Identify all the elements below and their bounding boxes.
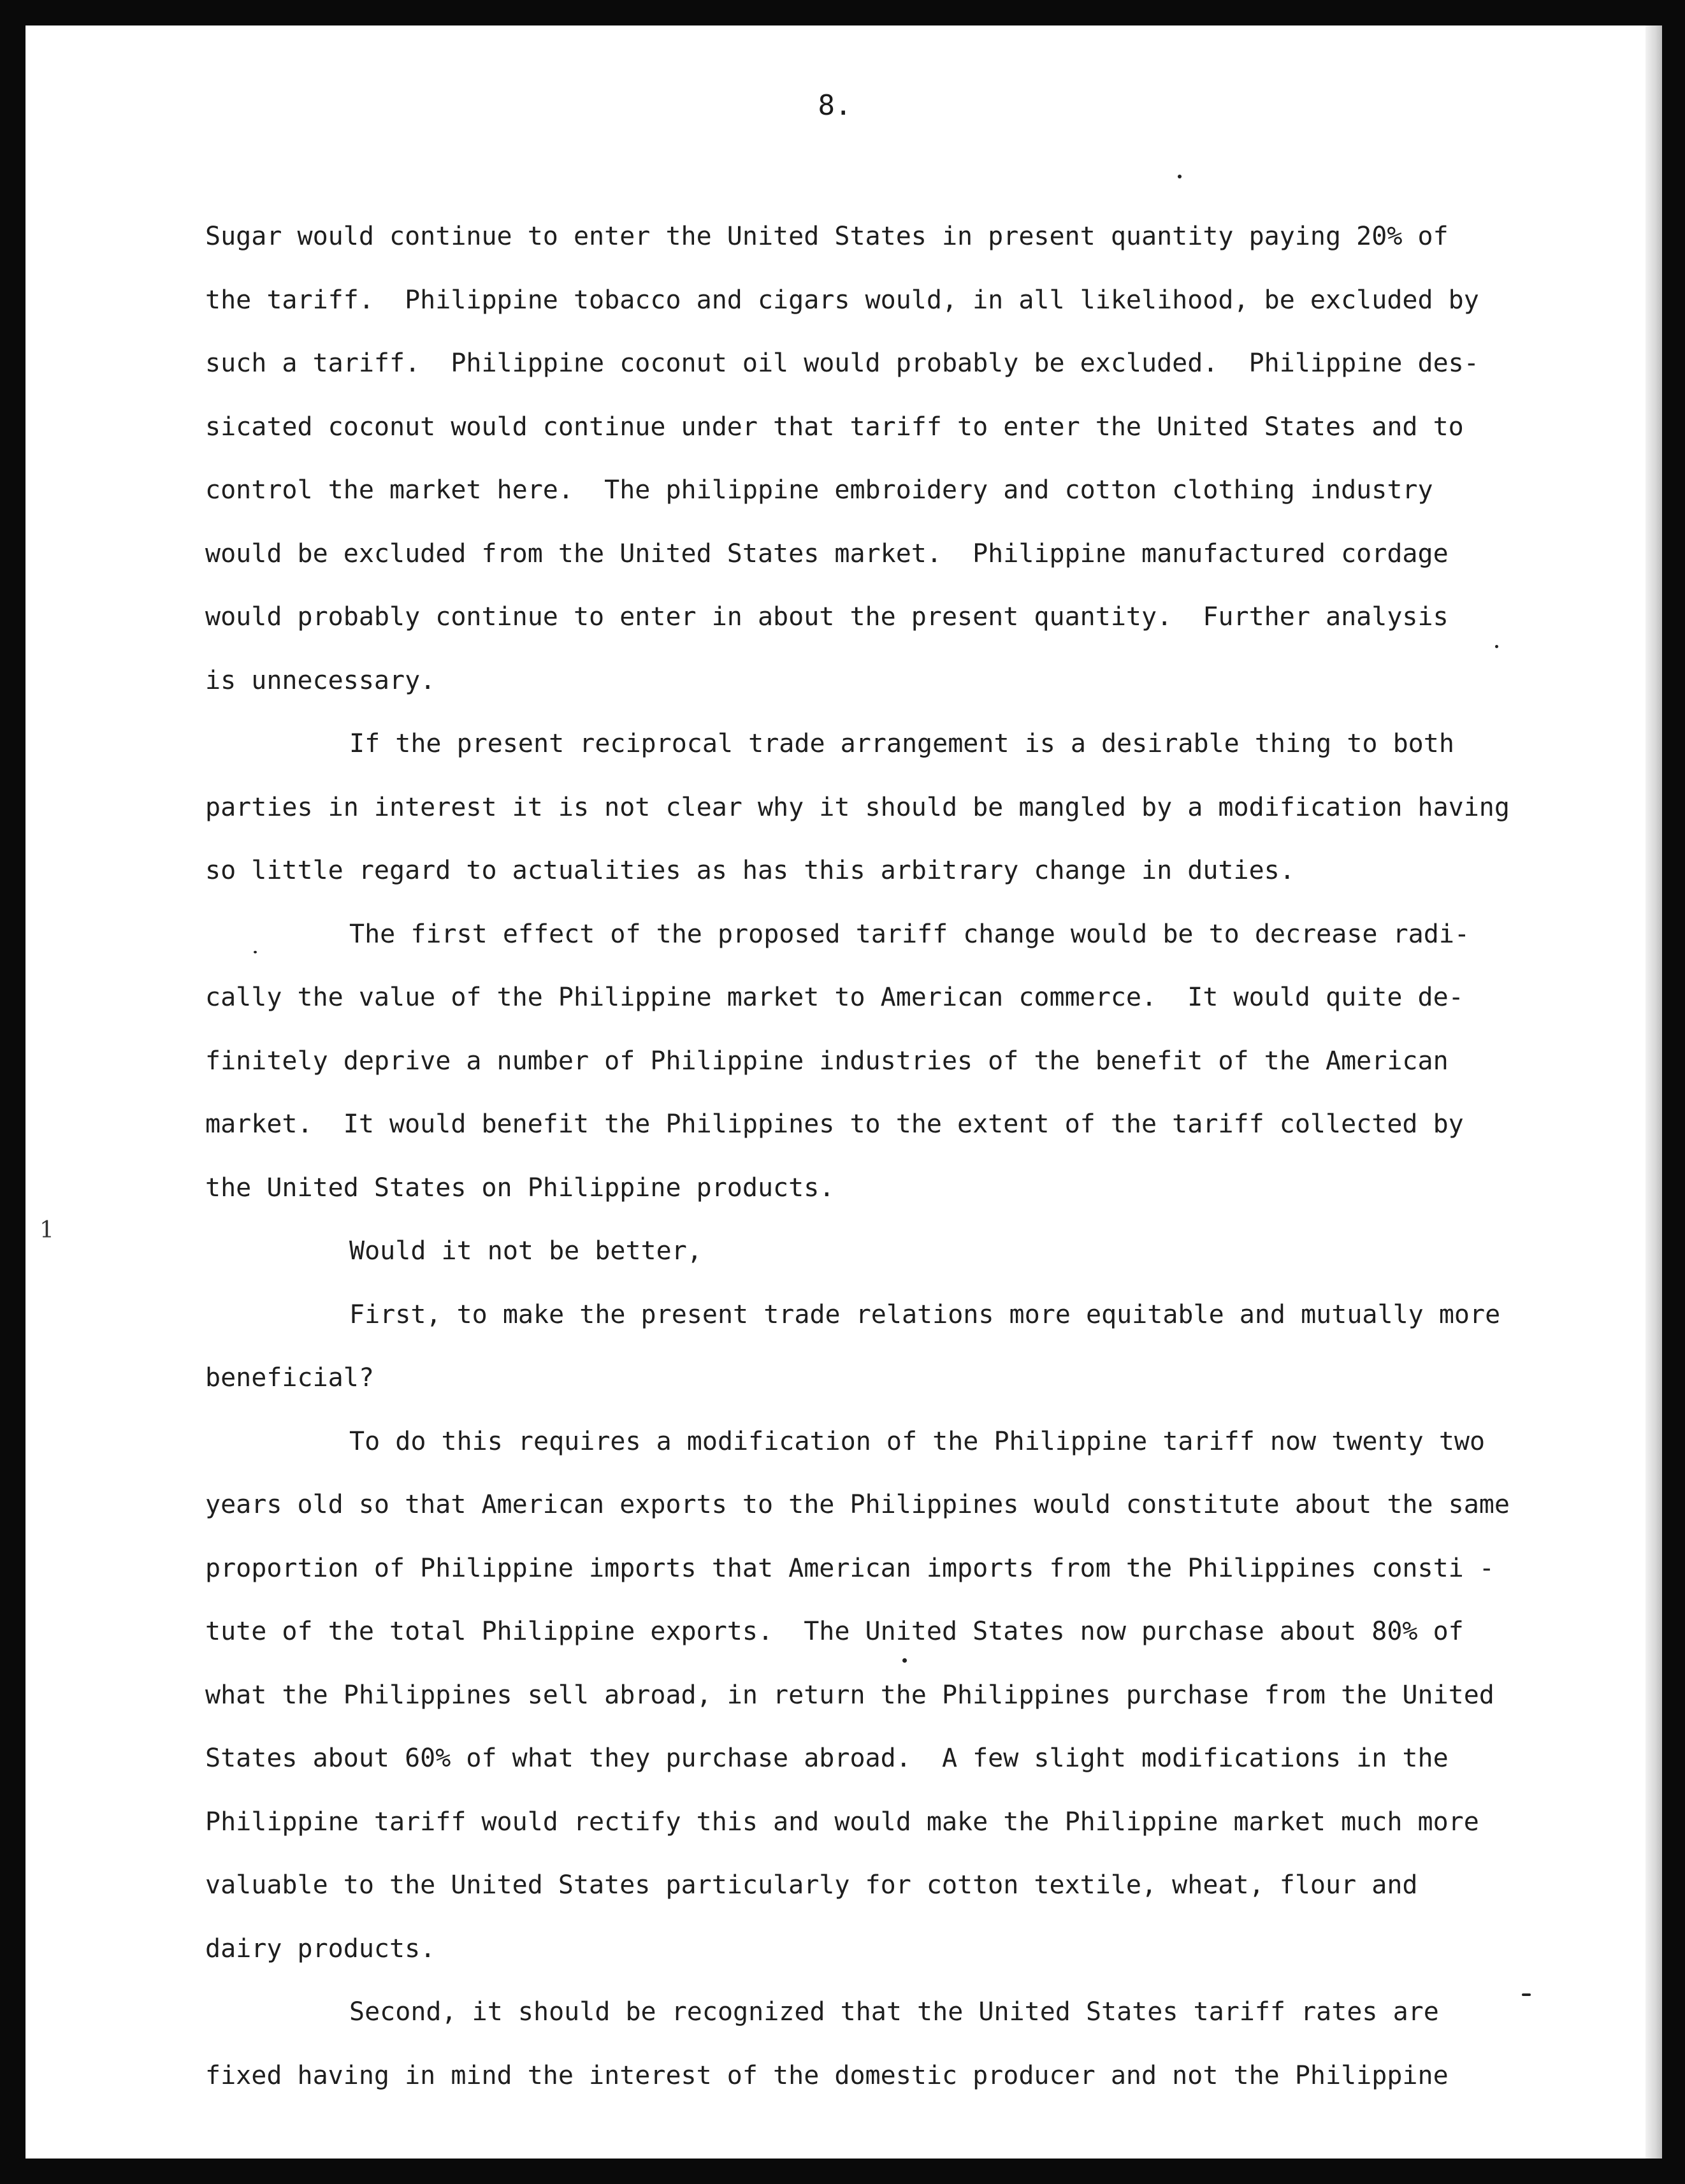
text-line: so little regard to actualities as has this arbitrary change in duties. xyxy=(205,856,1295,885)
text-line: is unnecessary. xyxy=(205,665,436,695)
text-line: what the Philippines sell abroad, in return the Philippines purchase from the United xyxy=(205,1680,1494,1710)
text-line: valuable to the United States particularly for cotton textile, wheat, flour and xyxy=(205,1870,1418,1900)
text-line: would be excluded from the United States market. Philippine manufactured cordage xyxy=(205,539,1449,568)
text-line: parties in interest it is not clear why it should be mangled by a modification having xyxy=(205,792,1510,822)
text-line: dairy products. xyxy=(205,1934,436,1963)
page-edge-shadow xyxy=(1645,25,1662,2159)
text-line: the United States on Philippine products. xyxy=(205,1173,835,1203)
text-line: sicated coconut would continue under that tariff to enter the United States and to xyxy=(205,412,1464,442)
text-line: market. It would benefit the Philippines to the extent of the tariff collected by xyxy=(205,1110,1464,1139)
text-line: cally the value of the Philippine market to American commerce. It would quite de- xyxy=(205,983,1464,1012)
text-line: States about 60% of what they purchase abroad. A few slight modifications in the xyxy=(205,1744,1449,1773)
text-line: fixed having in mind the interest of the domestic producer and not the Philippine xyxy=(205,2060,1449,2090)
page-number: 8. xyxy=(818,89,852,122)
ink-speck xyxy=(1522,1993,1531,1996)
text-line: the tariff. Philippine tobacco and cigars would, in all likelihood, be excluded by xyxy=(205,285,1479,315)
text-line: would probably continue to enter in about the present quantity. Further analysis xyxy=(205,602,1449,632)
text-line: The first effect of the proposed tariff change would be to decrease radi- xyxy=(349,919,1470,949)
text-line: If the present reciprocal trade arrangement is a desirable thing to both xyxy=(349,729,1454,758)
ink-speck xyxy=(1178,175,1182,178)
text-line: First, to make the present trade relations more equitable and mutually more xyxy=(349,1299,1501,1329)
text-line: such a tariff. Philippine coconut oil would probably be excluded. Philippine des- xyxy=(205,349,1479,378)
text-line: Would it not be better, xyxy=(349,1236,702,1266)
text-line: finitely deprive a number of Philippine industries of the benefit of the American xyxy=(205,1046,1449,1076)
document-body xyxy=(205,205,1510,2108)
text-line: Sugar would continue to enter the United States in present quantity paying 20% of xyxy=(205,222,1449,251)
text-line: control the market here. The philippine embroidery and cotton clothing industry xyxy=(205,475,1433,505)
text-line: years old so that American exports to the Philippines would constitute about the same xyxy=(205,1490,1510,1519)
text-line: tute of the total Philippine exports. The United States now purchase about 80% of xyxy=(205,1617,1464,1646)
text-line: Philippine tariff would rectify this and would make the Philippine market much more xyxy=(205,1807,1479,1837)
margin-mark: 1 xyxy=(40,1217,54,1243)
text-line: proportion of Philippine imports that American imports from the Philippines consti - xyxy=(205,1553,1494,1583)
text-line: Second, it should be recognized that the United States tariff rates are xyxy=(349,1997,1439,2027)
text-line: To do this requires a modification of the Philippine tariff now twenty two xyxy=(349,1426,1486,1456)
text-line: beneficial? xyxy=(205,1363,374,1392)
